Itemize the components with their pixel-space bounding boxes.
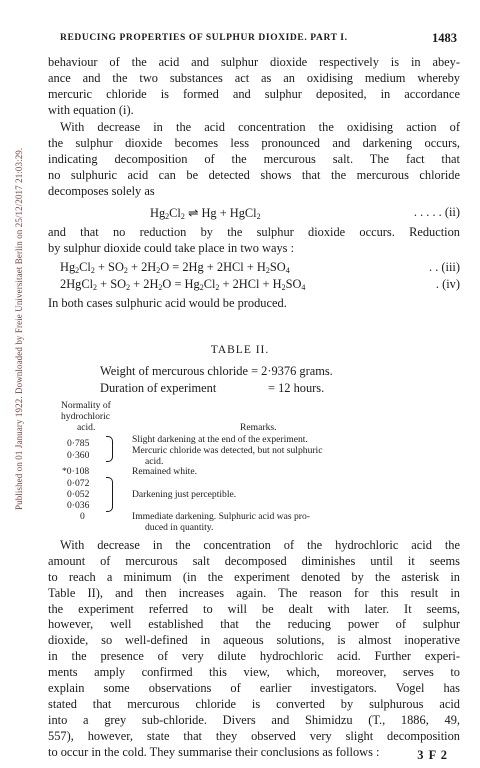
equation-iv-formula: 2HgCl$_2$ + $SO_2 + 2H_2O = Hg_2Cl_2 + 2HCl + H_2SO_4$ xyxy=(60,277,306,292)
text-line: the experiment referred to will be dealt with later. It seems, xyxy=(48,601,460,616)
text-line: With decrease in the concentration of the hydrochloric acid the xyxy=(60,538,460,552)
text-line: 557), however, state that they observed very slight decomposition xyxy=(48,728,460,743)
text-line: to occur in the cold. They summarise their conclusions as follows : xyxy=(48,744,380,759)
text-line: stated that mercurous chloride is converted by sulphurous acid xyxy=(48,696,460,711)
table-row: 0·036 xyxy=(67,500,90,511)
text-line: Table II), and then increases again. The reason for this result in xyxy=(48,585,460,600)
paragraph-5 xyxy=(48,538,460,760)
table-col1-header xyxy=(61,400,111,433)
table-row: 0·072 xyxy=(67,478,90,489)
text-line: indicating decomposition of the mercurous salt. The fact that xyxy=(48,151,460,166)
header-line: hydrochloric xyxy=(61,411,111,422)
text-line: behaviour of the acid and sulphur dioxide respectively is in abey- xyxy=(48,55,460,69)
table-row: Immediate darkening. Sulphuric acid was pro- xyxy=(132,511,310,522)
text-line: into a grey sub-chloride. Divers and Shimidzu (T., 1886, 49, xyxy=(48,712,460,727)
table-row: 0·360 xyxy=(67,450,90,461)
text-line: ance and the two substances act as an oxidising medium whereby xyxy=(48,70,460,85)
equation-iv-label: . (iv) xyxy=(435,277,460,291)
equation-iv xyxy=(60,277,460,292)
text-line: and that no reduction by the sulphur dioxide occurs. Reduction xyxy=(48,225,460,239)
text-line: no sulphuric acid can be detected shows that the mercurous chloride xyxy=(48,167,460,182)
text-line: explain some observations of earlier investigators. Vogel has xyxy=(48,681,460,696)
table-col2-header: Remarks. xyxy=(240,422,277,433)
text-line: decomposes solely as xyxy=(48,183,155,198)
equation-iii-formula: $Hg_2Cl_2 + SO_2 + 2H_2O = 2Hg + 2HCl + H_2SO_4$ xyxy=(60,260,290,275)
table-duration-value: = 12 hours. xyxy=(268,381,325,395)
table-row: 0·052 xyxy=(67,489,90,500)
table-row: acid. xyxy=(145,456,164,467)
header-line: acid. xyxy=(77,422,96,433)
header-line: Normality of xyxy=(61,400,111,411)
text-line: however, well established that the reducing power of sulphur xyxy=(48,617,460,632)
paragraph-3 xyxy=(48,225,460,257)
brace xyxy=(106,477,113,512)
table-duration-label: Duration of experiment xyxy=(100,381,217,395)
text-line: the sulphur dioxide becomes less pronounced and darkening occurs, xyxy=(48,135,460,150)
equation-iii xyxy=(60,260,460,275)
paragraph-1 xyxy=(48,55,460,119)
text-line: In both cases sulphuric acid would be produced. xyxy=(48,296,287,310)
paragraph-4 xyxy=(48,296,460,312)
text-line: dioxide, so well-defined in aqueous solutions, is almost inoperative xyxy=(48,633,460,648)
text-line: with equation (i). xyxy=(48,102,134,117)
text-line: by sulphur dioxide could take place in two ways : xyxy=(48,240,295,255)
text-line: amount of mercurous salt decomposed diminishes until it seems xyxy=(48,553,460,568)
table-row: Slight darkening at the end of the experiment. xyxy=(132,434,308,445)
table-row: Remained white. xyxy=(132,466,198,477)
table-weight-line: Weight of mercurous chloride = 2·9376 grams. xyxy=(100,364,333,378)
table-row: Mercuric chloride was detected, but not sulphuric xyxy=(132,445,323,456)
text-line: to reach a minimum (in the experiment denoted by the asterisk in xyxy=(48,569,460,584)
table-row: 0 xyxy=(80,511,85,522)
table-row: 0·785 xyxy=(67,438,90,449)
equation-ii xyxy=(150,205,460,221)
equation-ii-label: . . . . . (ii) xyxy=(413,205,460,219)
page-number: 1483 xyxy=(432,31,457,45)
running-header xyxy=(60,33,457,47)
table-row: duced in quantity. xyxy=(145,522,214,533)
brace xyxy=(106,436,113,462)
equation-ii-formula: $Hg_2Cl_2$ ⇌ Hg + HgCl$_2$ xyxy=(150,206,261,221)
equation-iii-label: . . (iii) xyxy=(429,260,460,274)
download-watermark xyxy=(4,70,24,510)
header-title: REDUCING PROPERTIES OF SULPHUR DIOXIDE. PART I. xyxy=(60,33,348,43)
table-row: Darkening just perceptible. xyxy=(132,489,237,500)
table-row: *0·108 xyxy=(62,466,90,477)
signature-mark: 3 F 2 xyxy=(417,748,448,762)
text-line: ments amply confirmed this view, which, moreover, serves to xyxy=(48,665,460,680)
text-line: mercuric chloride is formed and sulphur deposited, in accordance xyxy=(48,86,460,101)
table-caption: TABLE II. xyxy=(210,344,270,356)
paragraph-2 xyxy=(48,120,460,199)
download-watermark-text: Published on 01 January 1922. Downloaded by Freie Universitaet Berlin on 25/12/2017 21:03:29. xyxy=(14,147,24,510)
text-line: in the presence of very dilute hydrochloric acid. Further experi- xyxy=(48,649,460,664)
text-line: With decrease in the acid concentration the oxidising action of xyxy=(60,120,460,134)
